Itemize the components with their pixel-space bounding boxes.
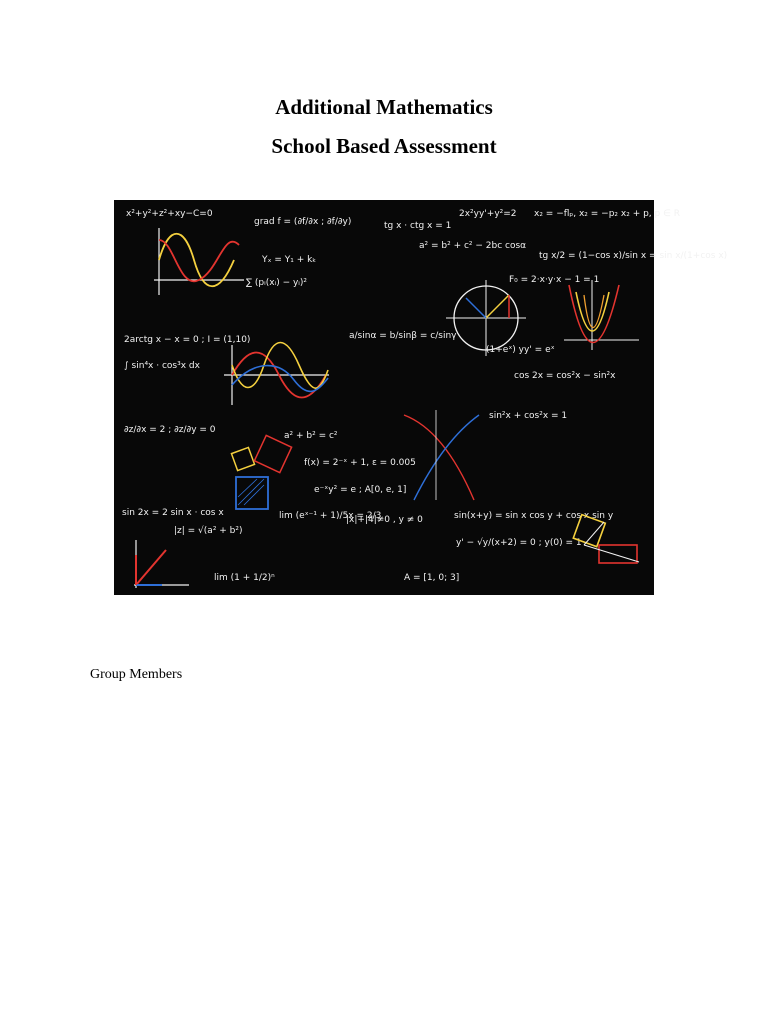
intersecting-curves [404, 410, 479, 500]
chalk-equation: lim (1 + 1/2)ⁿ [214, 573, 275, 583]
chalk-equation: ∫ sin⁴x · cos³x dx [124, 361, 200, 371]
chalk-equation: y' − √y/(x+2) = 0 ; y(0) = 1 [456, 538, 582, 548]
math-chalkboard-image [114, 200, 728, 595]
chalk-equation: f(x) = 2⁻ˣ + 1, ε = 0.005 [304, 458, 416, 468]
chalk-equation: a² + b² = c² [284, 431, 338, 441]
title-line-1: Additional Mathematics [275, 95, 493, 119]
title-line-2: School Based Assessment [271, 134, 497, 158]
chalk-equation: 2arctg x − x = 0 ; I = (1,10) [124, 335, 251, 345]
chalk-equation: |x|+|4|≠0 , y ≠ 0 [346, 515, 423, 525]
chalk-equation: tg x · ctg x = 1 [384, 221, 452, 231]
chalk-equation: sin²x + cos²x = 1 [489, 411, 568, 421]
chalk-equation: e⁻ˣy² = e ; A[0, e, 1] [314, 485, 407, 495]
sin2x-graph [224, 343, 329, 406]
complex-vector-diagram [134, 540, 189, 588]
chalk-equation: F₀ = 2·x·y·x − 1 = 1 [509, 275, 600, 285]
chalk-equation: lim (eˣ⁻¹ + 1)/5x = 2/3 [279, 511, 382, 521]
group-members-label: Group Members [90, 667, 183, 682]
chalk-equation: (1+eˣ) yy' = eˣ [486, 345, 555, 355]
chalk-equation: tg x/2 = (1−cos x)/sin x = sin x/(1+cos x) [539, 251, 728, 261]
chalk-equation: Yₓ = Y₁ + kₖ [262, 255, 317, 265]
chalk-equation: sin 2x = 2 sin x · cos x [122, 508, 224, 518]
triangle-squares-figure [573, 515, 639, 563]
parabola-graph [564, 280, 639, 350]
chalk-equation: A = [1, 0; 3] [404, 573, 460, 583]
chalk-equation: a² = b² + c² − 2bc cosα [419, 241, 527, 251]
chalkboard-drawing [114, 200, 728, 595]
chalk-equation: sin(x+y) = sin x cos y + cos x sin y [454, 511, 614, 521]
chalk-equation: grad f = (∂f/∂x ; ∂f/∂y) [254, 217, 352, 227]
chalk-equation: |z| = √(a² + b²) [174, 526, 243, 536]
chalk-equation: ∑ (pᵢ(xᵢ) − yᵢ)² [246, 278, 308, 288]
chalk-equation: cos 2x = cos²x − sin²x [514, 371, 616, 381]
chalk-equation: x²+y²+z²+xy−C=0 [126, 209, 213, 219]
chalk-equation: a/sinα = b/sinβ = c/sinγ [349, 331, 457, 341]
chalk-equation: 2x²yy'+y²=2 [459, 209, 517, 219]
chalk-equation: x₂ = −flₚ, x₂ = −p₂ x₂ + p, p ∈ R [534, 209, 681, 219]
sine-cosine-graph [154, 228, 244, 295]
chalk-equation: ∂z/∂x = 2 ; ∂z/∂y = 0 [124, 425, 216, 435]
pythagoras-figure [231, 435, 291, 509]
